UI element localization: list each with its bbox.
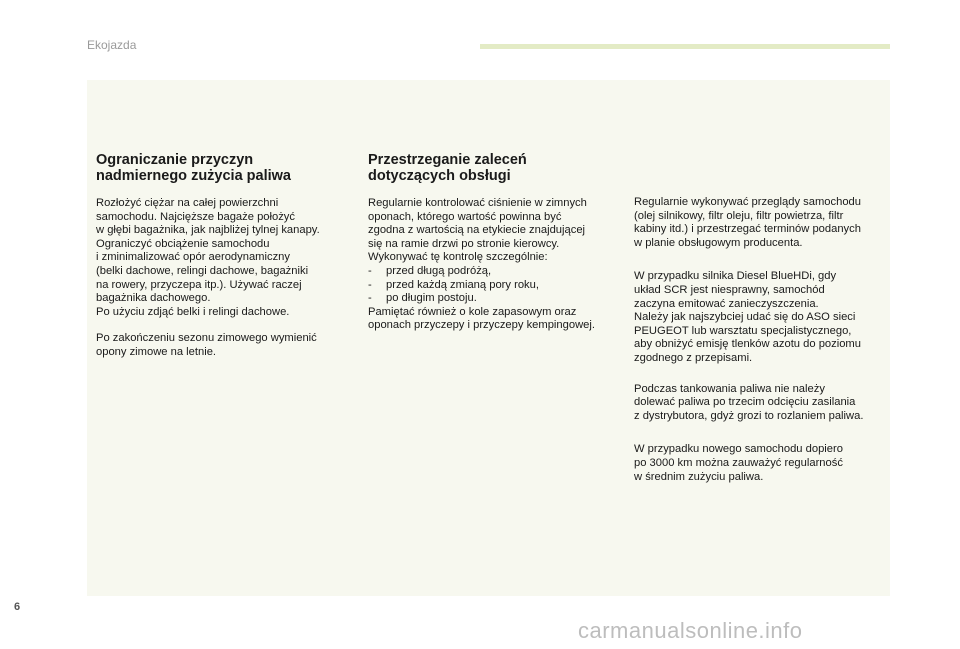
paragraph: Podczas tankowania paliwa nie należy dolewać paliwa po trzecim odcięciu zasilania z dystrybutora, gdyż grozi to rozlaniem paliwa.: [634, 382, 864, 422]
watermark: carmanualsonline.info: [578, 618, 803, 643]
list-item: - po długim postoju.: [368, 292, 618, 306]
paragraph: W przypadku nowego samochodu dopiero po 3000 km można zauważyć regularność w średnim zużyciu paliwa.: [634, 443, 843, 483]
heading-maintenance: Przestrzeganie zaleceń dotyczących obsługi: [368, 152, 527, 184]
paragraph: Pamiętać również o kole zapasowym oraz oponach przyczepy i przyczepy kempingowej.: [368, 305, 595, 332]
column-service-notes: [634, 196, 890, 498]
tyre-check-list: [368, 265, 618, 306]
heading-fuel-consumption: Ograniczanie przyczyn nadmiernego zużycia paliwa: [96, 152, 291, 184]
section-title: Ekojazda: [87, 38, 137, 52]
paragraph: Rozłożyć ciężar na całej powierzchni samochodu. Najcięższe bagaże położyć w głębi bagażnika, jak najbliżej tylnej kanapy. Ograniczyć obciążenie samochodu i zminimalizować opór aerodynamiczny (belki dachowe, relingi dachowe, bagażniki na rowery, przyczepa itp.). Używać raczej bagażnika dachowego. Po użyciu zdjąć belki i relingi dachowe.: [96, 197, 320, 318]
header-accent-bar: [480, 44, 890, 49]
paragraph: Regularnie wykonywać przeglądy samochodu (olej silnikowy, filtr oleju, filtr powietrza, filtr kabiny itd.) i przestrzegać terminów podanych w planie obsługowym producenta.: [634, 196, 861, 249]
page-number: 6: [14, 601, 21, 613]
list-item: - przed długą podróżą,: [368, 265, 618, 279]
paragraph: Po zakończeniu sezonu zimowego wymienić opony zimowe na letnie.: [96, 332, 317, 358]
column-fuel-consumption: [96, 152, 354, 373]
paragraph: W przypadku silnika Diesel BlueHDi, gdy układ SCR jest niesprawny, samochód zaczyna emitować zanieczyszczenia. Należy jak najszybciej udać się do ASO sieci PEUGEOT lub warsztatu specjalistycznego, aby obniżyć emisję tlenków azotu do poziomu zgodnego z przepisami.: [634, 270, 861, 364]
list-item: - przed każdą zmianą pory roku,: [368, 279, 618, 293]
paragraph: Regularnie kontrolować ciśnienie w zimnych oponach, którego wartość powinna być zgodna z wartością na etykiecie znajdującej się na ramie drzwi po stronie kierowcy. Wykonywać tę kontrolę szczególnie:: [368, 197, 587, 264]
column-maintenance: [368, 152, 618, 346]
